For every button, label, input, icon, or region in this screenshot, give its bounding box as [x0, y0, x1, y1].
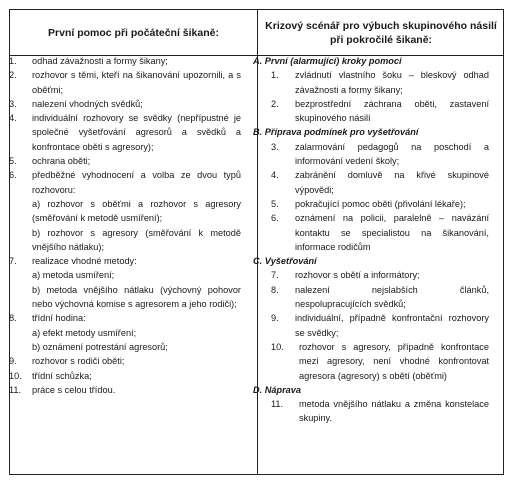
list-item	[253, 68, 489, 97]
list-item	[253, 211, 489, 254]
item-number: 10.	[9, 370, 22, 381]
list-item	[253, 340, 489, 383]
item-text: rozhovor s těmi, kteří na šikanování upozornili, a s oběťmi;	[32, 70, 241, 95]
list-item	[9, 168, 241, 197]
item-number: 8.	[9, 313, 17, 324]
list-subitem: a) efekt metody usmíření;	[32, 327, 137, 338]
list-item	[9, 54, 241, 68]
list-item	[253, 168, 489, 197]
item-text: třídní schůzka;	[32, 370, 92, 381]
list-item	[9, 97, 241, 111]
item-text: oznámení na policii, paralelně – navázání kontaktu se specialistou na šikanování, informace rodičům	[295, 213, 489, 252]
list-item	[253, 311, 489, 340]
item-number: 1.	[9, 56, 17, 66]
item-number: 7.	[271, 270, 279, 281]
list-item	[253, 97, 489, 126]
item-text: rozhovor s agresory, případně konfrontace mezi agresory, není vhodné konfrontovat agresora (agresory) s obětí (oběťmi)	[299, 341, 489, 381]
item-text: ochrana oběti;	[32, 156, 91, 167]
list-item	[253, 197, 489, 211]
item-text: třídní hodina:	[32, 313, 86, 324]
list-subitem: b) metoda vnějšího nátlaku (výchovný pohovor nebo výchovná komise s agresorem a jeho rodiči);	[32, 284, 241, 310]
item-text: metoda vnějšího nátlaku a změna konstelace skupiny.	[299, 399, 489, 424]
left-column	[9, 54, 241, 397]
item-number: 3.	[9, 98, 17, 109]
item-number: 4.	[9, 113, 17, 124]
item-text: rozhovor s rodiči oběti;	[32, 356, 125, 367]
item-number: 6.	[9, 170, 17, 181]
item-number: 4.	[271, 170, 279, 181]
section-title: A. První (alarmující) kroky pomoci	[253, 56, 402, 66]
item-number: 11.	[271, 399, 284, 410]
item-text: rozhovor s obětí a informátory;	[295, 270, 420, 281]
item-text: individuální, případně konfrontační rozhovory se svědky;	[295, 313, 489, 338]
item-text: nalezení vhodných svědků;	[32, 98, 143, 109]
item-text: odhad závažnosti a formy šikany;	[32, 56, 168, 66]
section-title: C. Vyšetřování	[253, 256, 317, 267]
item-number: 5.	[9, 156, 17, 167]
list-item	[9, 369, 241, 383]
list-item	[253, 268, 489, 282]
list-item	[253, 283, 489, 312]
item-number: 11.	[9, 384, 22, 395]
list-item	[9, 68, 241, 97]
item-text: práce s celou třídou.	[32, 384, 116, 395]
item-number: 5.	[271, 198, 279, 209]
list-subitem: b) rozhovor s agresory (směřování k metodě vnějšího nátlaku);	[32, 227, 241, 252]
header-left: První pomoc při počáteční šikaně:	[48, 26, 219, 39]
item-text: pokračující pomoc oběti (přivolání lékaře);	[295, 198, 466, 209]
list-item	[9, 154, 241, 168]
item-text: zabránění domluvě na křivé skupinové výpovědi;	[295, 170, 489, 195]
item-text: individuální rozhovory se svědky (nepřípustné je společné vyšetřování agresorů a svědků a konfrontace oběti s agresory);	[32, 113, 241, 152]
list-item	[9, 254, 241, 268]
item-text: zalarmování pedagogů na poschodí a informování vedení školy;	[295, 141, 489, 167]
list-item	[9, 354, 241, 368]
item-number: 1.	[271, 70, 279, 81]
item-number: 7.	[9, 256, 17, 267]
item-number: 9.	[271, 313, 279, 324]
list-item	[9, 383, 241, 397]
list-item	[9, 111, 241, 154]
section-title: D. Náprava	[253, 384, 302, 395]
section-title: B. Příprava podmínek pro vyšetřování	[253, 127, 419, 138]
item-number: 9.	[9, 356, 17, 367]
item-text: nalezení nejslabších článků, nespolupracujících svědků;	[295, 284, 489, 310]
item-number: 2.	[9, 70, 17, 81]
header-right: Krizový scénář pro výbuch skupinového násilí při pokročilé šikaně:	[265, 19, 497, 46]
list-subitem: a) metoda usmíření;	[32, 270, 115, 281]
item-text: zvládnutí vlastního šoku – bleskový odhad závažnosti a formy šikany;	[295, 70, 489, 95]
list-item	[253, 140, 489, 169]
item-text: realizace vhodné metody:	[32, 256, 137, 267]
item-number: 3.	[271, 141, 279, 152]
item-text: bezprostřední záchrana oběti, zastavení skupinového násilí	[295, 98, 489, 124]
item-number: 10.	[271, 341, 284, 352]
right-column	[253, 54, 489, 426]
list-subitem: a) rozhovor s oběťmi a rozhovor s agresory (směřování k metodě usmíření);	[32, 198, 241, 224]
item-number: 6.	[271, 213, 279, 224]
item-text: předběžné vyhodnocení a volba ze dvou typů rozhovoru:	[32, 170, 241, 195]
list-subitem: b) oznámení potrestání agresorů;	[32, 341, 168, 352]
item-number: 8.	[271, 284, 279, 295]
item-number: 2.	[271, 98, 279, 109]
list-item	[9, 311, 241, 325]
list-item	[253, 397, 489, 426]
